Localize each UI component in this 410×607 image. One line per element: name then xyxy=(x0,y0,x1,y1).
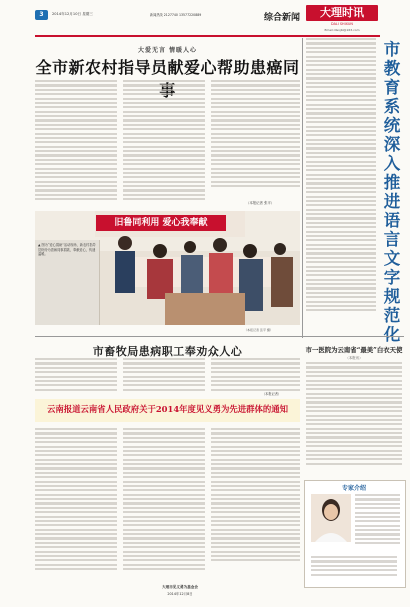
lead-body-col3 xyxy=(211,80,300,206)
page-number-badge: 3 xyxy=(35,10,48,20)
story2-body-col2 xyxy=(123,358,205,396)
doctor-note xyxy=(311,556,397,580)
lead-byline: （本报记者 张平） xyxy=(246,201,275,205)
story3-sub: （本报讯） xyxy=(345,356,363,360)
story3-body xyxy=(306,362,402,476)
story4-headline: 云南报道云南省人民政府关于2014年度见义勇为先进群体的通知 xyxy=(46,404,289,414)
photo-caption: ▲ 图为“爱心捐助”活动现场，新农村指导员纷纷为患病同事捐款，奉献爱心，传递温暖。 xyxy=(38,243,96,257)
doctor-portrait-image xyxy=(311,494,351,542)
photo-banner: 旧鲁同利用 爱心我奉献 xyxy=(96,215,226,231)
story2-body-col1 xyxy=(35,358,117,396)
lead-headline: 全市新农村指导员献爱心帮助患癌同 xyxy=(35,58,300,77)
doctor-profile-title: 专家介绍 xyxy=(341,485,366,492)
story4-body-col3 xyxy=(211,428,300,578)
doctor-portrait xyxy=(311,494,351,542)
masthead-logo: 大理时讯 xyxy=(306,5,378,21)
contact-line: 新闻热线 2127740 13577220889 xyxy=(150,13,202,17)
story2-body-col3 xyxy=(211,358,300,396)
column-divider xyxy=(302,38,303,338)
story2-byline: （本报记者） xyxy=(262,392,282,396)
story2-headline: 市畜牧局患病职工奉劝众人心 xyxy=(92,345,243,358)
issue-date: 2014年12月10日 星期三 xyxy=(52,12,93,16)
section-divider xyxy=(35,336,404,337)
story4-body-col1 xyxy=(35,428,117,578)
lead-kicker: 大爱无言 情暖人心 xyxy=(137,47,198,54)
section-title: 综合新闻 xyxy=(264,13,301,23)
sidebar-headline: 市教育系统深入推进语言文字规范化 xyxy=(383,40,401,344)
doctor-bio xyxy=(355,494,400,554)
story4-body-col2 xyxy=(123,428,205,578)
sidebar-body xyxy=(306,38,376,330)
masthead-logo-en: DALI SHIXUN xyxy=(331,22,353,26)
photo-credit: （本报记者 张平 摄） xyxy=(244,328,273,332)
notice-signature: 大理市见义勇为基金会 xyxy=(162,585,198,589)
lead-body-col1 xyxy=(35,80,117,206)
masthead-email: Email:dlsxjbl@163.com xyxy=(324,28,360,32)
header-rule xyxy=(35,35,380,37)
notice-date: 2014年12月8日 xyxy=(167,592,193,596)
lead-body-col2 xyxy=(123,80,205,206)
story3-headline: 市一医院为云南省“最美”白衣天使 xyxy=(305,346,403,354)
